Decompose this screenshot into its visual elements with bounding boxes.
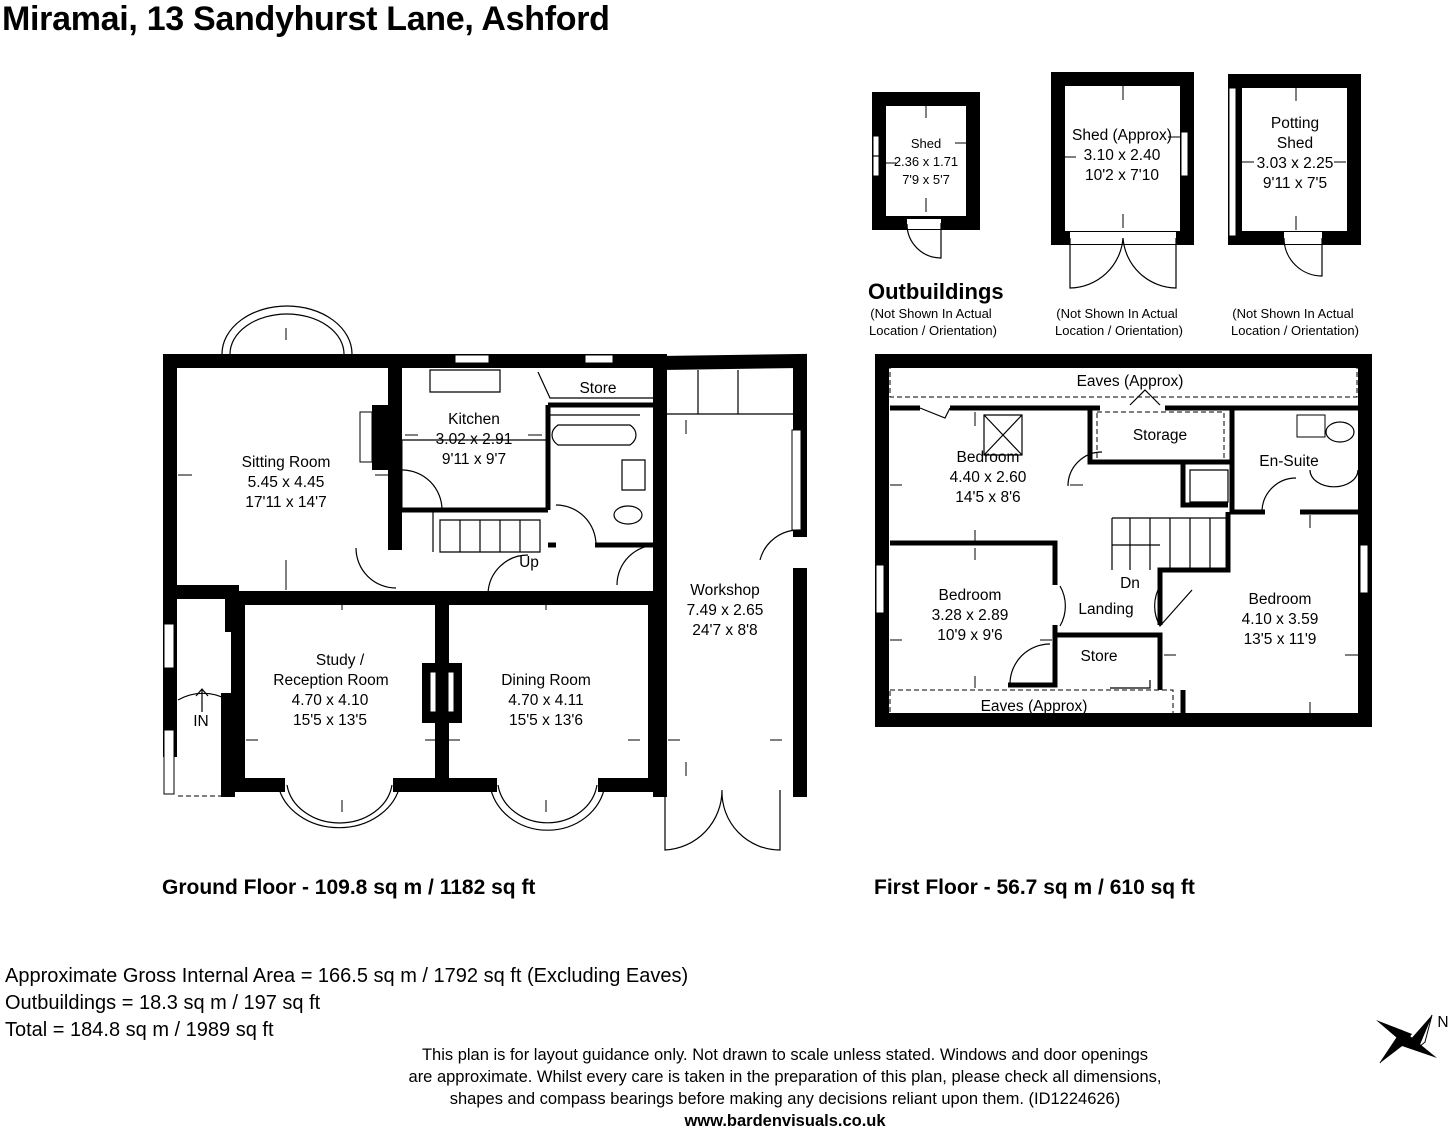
shed-name: Shed: [910, 136, 942, 151]
area-summary: [5, 963, 688, 1044]
outbuilding-note-1a: (Not Shown In Actual: [870, 306, 992, 321]
outbuilding-potting-shed: [1229, 81, 1354, 276]
potting-shed-metric: 3.03 x 2.25: [1256, 155, 1334, 172]
sitting-room-metric: 5.45 x 4.45: [247, 474, 325, 491]
disclaimer-line-1: This plan is for layout guidance only. Not drawn to scale unless stated. Windows and door openings: [421, 1046, 1149, 1064]
first-floor-store-label: Store: [1080, 648, 1118, 665]
first-floor-plan: [876, 361, 1368, 720]
bedroom-3-metric: 4.10 x 3.59: [1241, 611, 1319, 628]
study-metric: 4.70 x 4.10: [291, 692, 369, 709]
sitting-room-imperial: 17'11 x 14'7: [245, 494, 327, 511]
stairs-down-label: Dn: [1120, 575, 1140, 592]
ground-store-label: Store: [579, 380, 617, 397]
outbuilding-shed-approx: [1058, 79, 1188, 288]
dining-room-metric: 4.70 x 4.11: [508, 692, 584, 709]
potting-shed-name-1: Potting: [1270, 115, 1320, 132]
shed-approx-metric: 3.10 x 2.40: [1083, 147, 1161, 164]
outbuildings-area-text: Outbuildings = 18.3 sq m / 197 sq ft: [5, 992, 321, 1014]
outbuildings-heading: Outbuildings: [868, 279, 1004, 304]
bedroom-3-imperial: 13'5 x 11'9: [1243, 631, 1317, 648]
disclaimer: [320, 1044, 1250, 1132]
plan-title: Miramai, 13 Sandyhurst Lane, Ashford: [2, 0, 610, 38]
kitchen-name: Kitchen: [448, 411, 500, 428]
ensuite-label: En-Suite: [1259, 453, 1319, 470]
gross-area-text: Approximate Gross Internal Area = 166.5 sq m / 1792 sq ft (Excluding Eaves): [5, 965, 689, 987]
bedroom-3-name: Bedroom: [1248, 591, 1312, 608]
workshop-metric: 7.49 x 2.65: [686, 602, 764, 619]
study-imperial: 15'5 x 13'5: [292, 712, 368, 729]
bedroom-1-name: Bedroom: [956, 449, 1020, 466]
workshop-imperial: 24'7 x 8'8: [692, 622, 758, 639]
study-name-2: Reception Room: [273, 672, 389, 689]
shed-metric: 2.36 x 1.71: [893, 154, 959, 169]
kitchen-metric: 3.02 x 2.91: [435, 431, 513, 448]
bedroom-1-metric: 4.40 x 2.60: [949, 469, 1027, 486]
kitchen-imperial: 9'11 x 9'7: [441, 451, 507, 468]
eaves-top-label: Eaves (Approx): [1076, 373, 1184, 390]
storage-label: Storage: [1132, 427, 1188, 444]
entrance-label: IN: [193, 713, 209, 730]
website-link[interactable]: www.bardenvisuals.co.uk: [684, 1112, 886, 1130]
compass-icon: [1376, 1015, 1437, 1063]
first-floor-area-label: First Floor - 56.7 sq m / 610 sq ft: [874, 876, 1195, 899]
dining-room-imperial: 15'5 x 13'6: [508, 712, 584, 729]
potting-shed-imperial: 9'11 x 7'5: [1262, 175, 1328, 192]
disclaimer-line-2: are approximate. Whilst every care is taken in the preparation of this plan, please check all dimensions,: [408, 1068, 1162, 1086]
outbuilding-note-2a: (Not Shown In Actual: [1056, 306, 1178, 321]
landing-label: Landing: [1078, 601, 1134, 618]
outbuilding-note-1b: Location / Orientation): [869, 323, 997, 338]
ground-floor-area-label: Ground Floor - 109.8 sq m / 1182 sq ft: [162, 876, 536, 899]
shed-imperial: 7'9 x 5'7: [902, 172, 950, 187]
outbuilding-note-3b: Location / Orientation): [1231, 323, 1359, 338]
stairs-up-label: Up: [519, 554, 539, 571]
shed-approx-name: Shed (Approx): [1072, 127, 1172, 144]
dining-room-name: Dining Room: [501, 672, 591, 689]
outbuilding-note-3a: (Not Shown In Actual: [1232, 306, 1354, 321]
outbuilding-note-2b: Location / Orientation): [1055, 323, 1183, 338]
compass-north-label: N: [1437, 1014, 1449, 1031]
workshop-name: Workshop: [690, 582, 760, 599]
bedroom-2-imperial: 10'9 x 9'6: [937, 627, 1003, 644]
potting-shed-name-2: Shed: [1276, 135, 1314, 152]
sitting-room-name: Sitting Room: [241, 454, 331, 471]
ground-floor-plan: [164, 306, 801, 850]
outbuilding-shed: [873, 99, 973, 258]
disclaimer-line-3: shapes and compass bearings before making any decisions reliant upon them. (ID1224626): [449, 1090, 1121, 1108]
bedroom-2-metric: 3.28 x 2.89: [931, 607, 1009, 624]
total-area-text: Total = 184.8 sq m / 1989 sq ft: [5, 1019, 274, 1041]
eaves-bottom-label: Eaves (Approx): [980, 698, 1088, 715]
bedroom-2-name: Bedroom: [938, 587, 1002, 604]
study-name-1: Study /: [315, 652, 365, 669]
shed-approx-imperial: 10'2 x 7'10: [1084, 167, 1160, 184]
bedroom-1-imperial: 14'5 x 8'6: [955, 489, 1021, 506]
